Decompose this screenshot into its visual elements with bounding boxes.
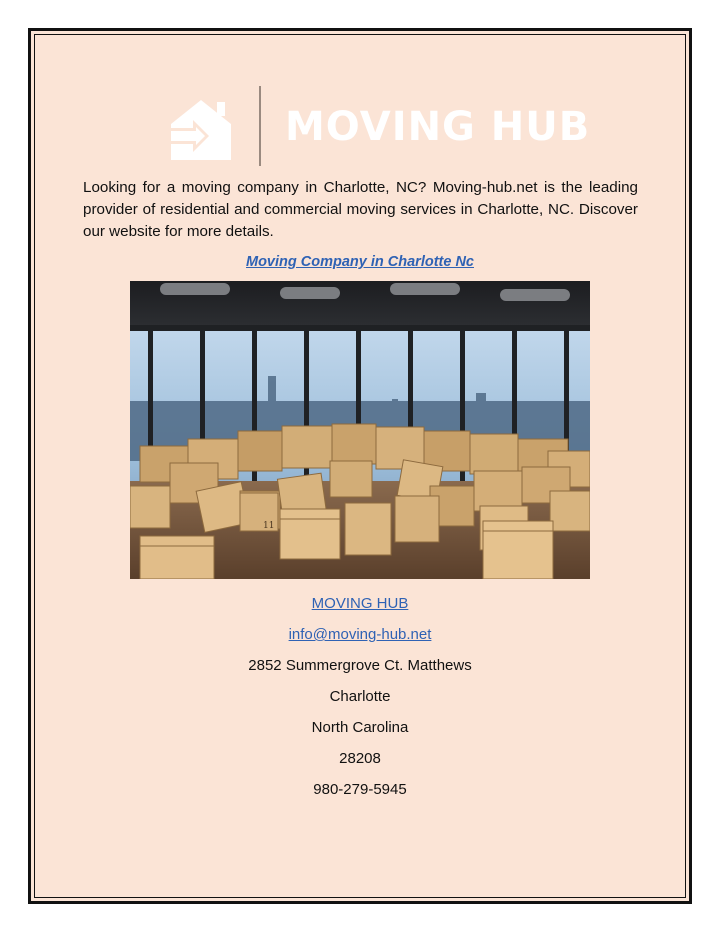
street-address: 2852 Summergrove Ct. Matthews xyxy=(248,657,472,674)
city: Charlotte xyxy=(329,688,391,705)
house-arrow-icon xyxy=(167,98,235,160)
moving-company-link[interactable]: Moving Company in Charlotte Nc xyxy=(246,254,474,270)
logo-divider xyxy=(259,86,261,166)
company-name-link[interactable]: MOVING HUB xyxy=(311,595,409,612)
moving-hub-logo xyxy=(167,86,591,166)
email-link[interactable]: info@moving-hub.net xyxy=(288,626,432,643)
state: North Carolina xyxy=(311,719,409,736)
document-page xyxy=(28,28,692,904)
zip-code: 28208 xyxy=(339,750,381,767)
box-label-text: 11 xyxy=(263,521,275,531)
moving-boxes-photo xyxy=(130,281,590,579)
logo-wordmark: MOVING HUB xyxy=(285,104,591,150)
intro-paragraph: Looking for a moving company in Charlotte, NC? Moving-hub.net is the leading provider of residential and commercial moving services in Charlotte, NC. Discover our website for more details. xyxy=(83,179,638,240)
phone-number: 980-279-5945 xyxy=(313,781,407,798)
